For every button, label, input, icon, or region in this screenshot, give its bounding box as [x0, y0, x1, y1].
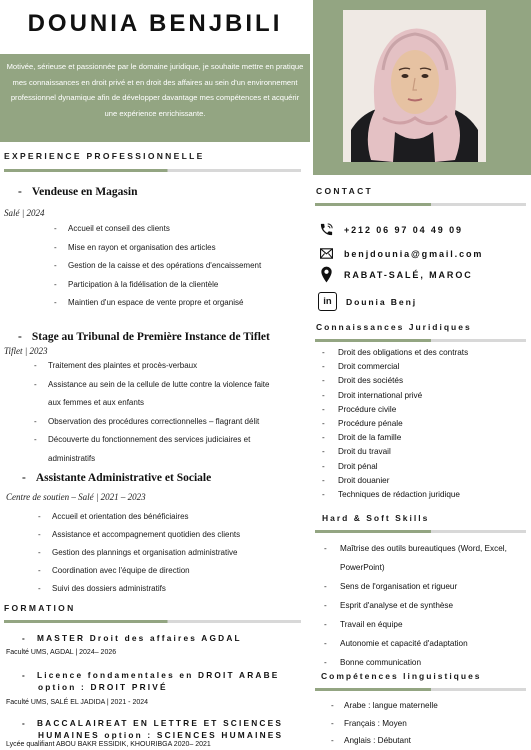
- list-item: - Travail en équipe: [322, 615, 527, 634]
- list-item: - Observation des procédures correctionnelles – flagrant délit: [34, 413, 306, 432]
- degree-2: - Licence fondamentales en DROIT ARABE: [22, 670, 280, 680]
- languages-section-title: Compétences linguistiques: [321, 671, 482, 681]
- list-item: administratifs: [48, 453, 96, 463]
- school-1: Faculté UMS, AGDAL | 2024– 2026: [6, 649, 117, 656]
- profile-summary: [0, 54, 310, 142]
- skills-divider: [315, 530, 526, 533]
- linkedin-icon[interactable]: in: [318, 292, 337, 311]
- knowledge-list: [320, 346, 525, 502]
- languages-divider: [315, 688, 526, 691]
- list-item: - Maîtrise des outils bureautiques (Word, Excel,: [322, 539, 527, 558]
- email-address[interactable]: benjdounia@gmail.com: [344, 248, 484, 259]
- list-item: aux femmes et aux enfants: [48, 398, 145, 407]
- degree-2-line-2: option : DROIT PRIVÉ: [38, 682, 168, 692]
- list-item: - Coordination avec l'équipe de direction: [38, 562, 306, 580]
- contact-divider: [315, 203, 526, 206]
- list-item: - Français : Moyen: [322, 715, 527, 733]
- list-item: - Gestion de la caisse et des opérations d'encaissement: [54, 257, 304, 276]
- school-3: Lycée qualifiant ABOU BAKR ESSIDIK, KHOURIBGA 2020– 2021: [6, 741, 211, 748]
- list-item: - Découverte du fonctionnement des services judiciaires et: [34, 431, 306, 450]
- experience-divider: [4, 169, 301, 172]
- list-item: - Droit international privé: [320, 389, 525, 403]
- job-meta-1: Salé | 2024: [4, 208, 45, 218]
- list-item: - Droit du travail: [320, 445, 525, 459]
- contact-section-title: CONTACT: [316, 186, 374, 196]
- job-title-1: - Vendeuse en Magasin: [18, 186, 138, 198]
- list-item: - Traitement des plaintes et procès-verbaux: [34, 357, 306, 376]
- location-pin-icon: [318, 266, 335, 283]
- job-tasks-3: [38, 508, 306, 598]
- school-2: Faculté UMS, SALÉ EL JADIDA | 2021 - 2024: [6, 699, 149, 706]
- list-item: - Arabe : langue maternelle: [322, 697, 527, 715]
- formation-section-title: FORMATION: [4, 603, 76, 613]
- contact-phone: [318, 221, 463, 238]
- list-item: - Droit commercial: [320, 360, 525, 374]
- contact-linkedin: [318, 292, 417, 311]
- knowledge-section-title: Connaissances Juridiques: [316, 322, 472, 332]
- list-item: - Techniques de rédaction juridique: [320, 488, 525, 502]
- list-item: - Autonomie et capacité d'adaptation: [322, 634, 527, 653]
- degree-3-line-2: HUMAINES option : SCIENCES HUMAINES: [38, 730, 284, 740]
- list-item: - Assistance au sein de la cellule de lutte contre la violence faite: [34, 376, 306, 395]
- linkedin-name[interactable]: Dounia Benj: [346, 296, 418, 307]
- languages-list: [322, 697, 527, 750]
- list-item: - Suivi des dossiers administratifs: [38, 580, 306, 598]
- skills-section-title: Hard & Soft Skills: [322, 513, 430, 523]
- list-item: - Maintien d'un espace de vente propre et organisé: [54, 294, 304, 313]
- skills-list: [322, 539, 527, 672]
- list-item: - Droit douanier: [320, 474, 525, 488]
- location-text: RABAT-SALÉ, MAROC: [344, 269, 473, 280]
- list-item: - Anglais : Débutant: [322, 732, 527, 750]
- envelope-icon: [318, 245, 335, 262]
- list-item: - Bonne communication: [322, 653, 527, 672]
- degree-1: - MASTER Droit des affaires AGDAL: [22, 633, 242, 643]
- job-meta-3: Centre de soutien – Salé | 2021 – 2023: [6, 492, 146, 502]
- list-item: - Sens de l'organisation et rigueur: [322, 577, 527, 596]
- list-item: - Procédure pénale: [320, 417, 525, 431]
- list-item: - Droit des obligations et des contrats: [320, 346, 525, 360]
- job-tasks-2: [34, 357, 306, 468]
- experience-section-title: EXPERIENCE PROFESSIONNELLE: [4, 151, 205, 161]
- job-meta-2: Tiflet | 2023: [4, 346, 48, 356]
- contact-email: [318, 245, 483, 262]
- contact-location: [318, 266, 473, 283]
- profile-photo: [343, 10, 486, 162]
- list-item: - Mise en rayon et organisation des articles: [54, 239, 304, 258]
- job-tasks-1: [54, 220, 304, 313]
- knowledge-divider: [315, 339, 526, 342]
- phone-icon: [318, 221, 335, 238]
- list-item: - Participation à la fidélisation de la clientèle: [54, 276, 304, 295]
- list-item: - Procédure civile: [320, 403, 525, 417]
- list-item: PowerPoint): [340, 563, 385, 572]
- list-item: - Gestion des plannings et organisation administrative: [38, 544, 306, 562]
- candidate-name: DOUNIA BENJBILI: [27, 10, 283, 37]
- list-item: - Droit de la famille: [320, 431, 525, 445]
- job-title-3: - Assistante Administrative et Sociale: [22, 472, 212, 484]
- list-item: - Esprit d'analyse et de synthèse: [322, 596, 527, 615]
- profile-summary-text: Motivée, sérieuse et passionnée par le domaine juridique, je souhaite mettre en pratique mes connaissances en droit privé et en droit des affaires au sein d'un environnement professionnel dynamique afin de développer davantage mes compétences et acquérir une expérience enrichissante.: [6, 62, 304, 118]
- list-item: - Droit pénal: [320, 460, 525, 474]
- list-item: - Assistance et accompagnement quotidien des clients: [38, 526, 306, 544]
- phone-number[interactable]: +212 06 97 04 49 09: [344, 224, 463, 235]
- formation-divider: [4, 620, 301, 623]
- job-title-2: - Stage au Tribunal de Première Instance de Tiflet: [18, 331, 270, 343]
- list-item: - Accueil et conseil des clients: [54, 220, 304, 239]
- list-item: - Droit des sociétés: [320, 374, 525, 388]
- list-item: - Accueil et orientation des bénéficiaires: [38, 508, 306, 526]
- degree-3: - BACCALAIREAT EN LETTRE ET SCIENCES: [22, 718, 284, 728]
